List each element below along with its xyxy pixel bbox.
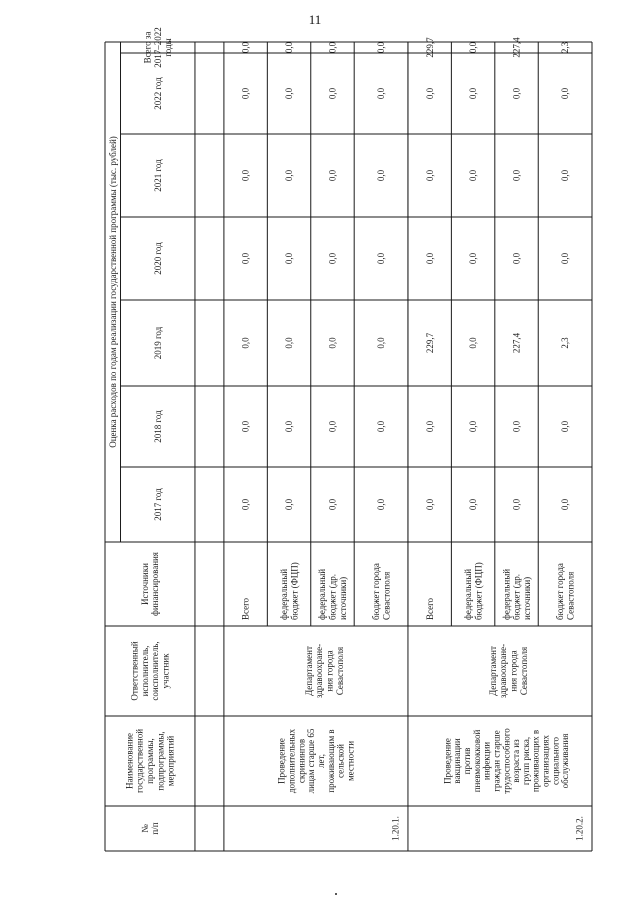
header-total: Всего за2017–2022годы: [142, 27, 174, 68]
row-1-value-2-0: 0,0: [511, 498, 522, 511]
header-year-5: 2022 год: [152, 77, 163, 110]
row-1-value-1-6: 0,0: [468, 41, 479, 54]
row-1-value-3-6: 2,3: [560, 41, 571, 54]
header-num: №п/п: [139, 822, 161, 835]
row-0-value-3-0: 0,0: [376, 498, 387, 511]
row-num-1: 1.20.2.: [574, 816, 585, 841]
row-1-value-1-2: 0,0: [468, 337, 479, 349]
row-0-value-3-1: 0,0: [376, 420, 387, 433]
row-1-value-1-1: 0,0: [468, 420, 479, 433]
row-1-value-0-2: 229,7: [424, 332, 435, 354]
row-1-source-3: бюджет городаСевастополя: [554, 563, 576, 620]
header-year-2: 2019 год: [152, 326, 163, 360]
row-1-value-0-4: 0,0: [424, 169, 435, 182]
row-1-value-0-6: 229,7: [424, 37, 435, 58]
row-1-value-0-5: 0,0: [424, 87, 435, 100]
row-1-source-0: Всего: [424, 597, 435, 620]
row-1-source-1: федеральныйбюджет (ФЦП): [462, 562, 484, 620]
row-0-value-1-2: 0,0: [284, 337, 295, 349]
row-0-value-1-3: 0,0: [284, 252, 295, 265]
row-1-value-2-3: 0,0: [511, 252, 522, 265]
row-1-value-0-1: 0,0: [424, 420, 435, 433]
header-sources: Источникифинансирования: [139, 552, 161, 616]
header-name: Наименованиегосударственнойпрограммы,подпрограммы,мероприятий: [124, 728, 176, 794]
row-num-0: 1.20.1.: [390, 816, 401, 841]
row-0-source-3: бюджет городаСевастополя: [370, 563, 392, 620]
row-0-value-2-4: 0,0: [327, 169, 338, 182]
row-1-value-2-6: 227,4: [511, 37, 522, 58]
row-0-value-0-1: 0,0: [240, 420, 251, 433]
row-0-value-1-5: 0,0: [284, 87, 295, 100]
page-number: 11: [308, 12, 322, 27]
row-0-value-0-6: 0,0: [240, 41, 251, 54]
row-name-0: Проведениедополнительныхскрининговлицам старше 65лет,проживающим всельскойместности: [276, 728, 356, 794]
table-rotated-group: [105, 27, 592, 851]
header-year-3: 2020 год: [152, 242, 163, 275]
row-0-value-0-2: 0,0: [240, 337, 251, 349]
row-0-value-2-5: 0,0: [327, 87, 338, 100]
row-1-value-2-1: 0,0: [511, 420, 522, 433]
row-1-value-2-2: 227,4: [511, 332, 522, 354]
row-0-value-3-6: 0,0: [376, 41, 387, 54]
row-1-value-3-3: 0,0: [560, 252, 571, 265]
row-0-source-2: федеральныйбюджет (др.источники): [317, 568, 348, 620]
row-0-value-1-0: 0,0: [284, 498, 295, 511]
row-1-value-3-1: 0,0: [560, 420, 571, 433]
row-0-value-3-5: 0,0: [376, 87, 387, 100]
row-0-value-0-4: 0,0: [240, 169, 251, 182]
row-0-value-2-1: 0,0: [327, 420, 338, 433]
row-1-value-1-3: 0,0: [468, 252, 479, 265]
row-responsible-0: Департаментздравоохране-ния городаСевастополя: [303, 643, 345, 699]
row-1-value-1-4: 0,0: [468, 169, 479, 182]
row-0-value-3-4: 0,0: [376, 169, 387, 182]
row-1-value-3-5: 0,0: [560, 87, 571, 100]
row-0-value-3-2: 0,0: [376, 337, 387, 349]
row-1-source-2: федеральныйбюджет (др.источники): [501, 568, 532, 620]
header-year-0: 2017 год: [152, 488, 163, 521]
row-0-value-1-1: 0,0: [284, 420, 295, 433]
row-0-value-1-4: 0,0: [284, 169, 295, 182]
row-0-value-3-3: 0,0: [376, 252, 387, 265]
page-dot: [335, 893, 337, 895]
row-1-value-3-0: 0,0: [560, 498, 571, 511]
row-1-value-0-3: 0,0: [424, 252, 435, 265]
row-1-value-2-4: 0,0: [511, 169, 522, 182]
row-1-value-3-4: 0,0: [560, 169, 571, 182]
row-0-source-1: федеральныйбюджет (ФЦП): [278, 562, 300, 620]
header-responsible: Ответственныйисполнитель,соисполнитель,участник: [129, 641, 171, 701]
row-responsible-1: Департаментздравоохране-ния городаСевастополя: [487, 643, 529, 699]
row-0-value-0-5: 0,0: [240, 87, 251, 100]
header-group: Оценка расходов по годам реализации государственной программы (тыс. рублей): [107, 136, 118, 448]
row-0-value-0-0: 0,0: [240, 498, 251, 511]
header-year-1: 2018 год: [152, 410, 163, 443]
row-0-value-2-3: 0,0: [327, 252, 338, 265]
header-year-4: 2021 год: [152, 159, 163, 192]
row-0-value-2-0: 0,0: [327, 498, 338, 511]
row-name-1: Проведениевакцинациипротивпневмококковойинфекцииграждан старшетрудоспособноговозраста изгрупп риска,проживающих ворганизацияхсоциальногообслуживания: [442, 728, 571, 794]
row-0-source-0: Всего: [240, 597, 251, 620]
row-1-value-2-5: 0,0: [511, 87, 522, 100]
row-0-value-2-2: 0,0: [327, 337, 338, 349]
row-1-value-3-2: 2,3: [560, 337, 571, 349]
row-0-value-1-6: 0,0: [284, 41, 295, 54]
row-1-value-1-5: 0,0: [468, 87, 479, 100]
row-0-value-2-6: 0,0: [327, 41, 338, 54]
row-1-value-1-0: 0,0: [468, 498, 479, 511]
row-0-value-0-3: 0,0: [240, 252, 251, 265]
row-1-value-0-0: 0,0: [424, 498, 435, 511]
